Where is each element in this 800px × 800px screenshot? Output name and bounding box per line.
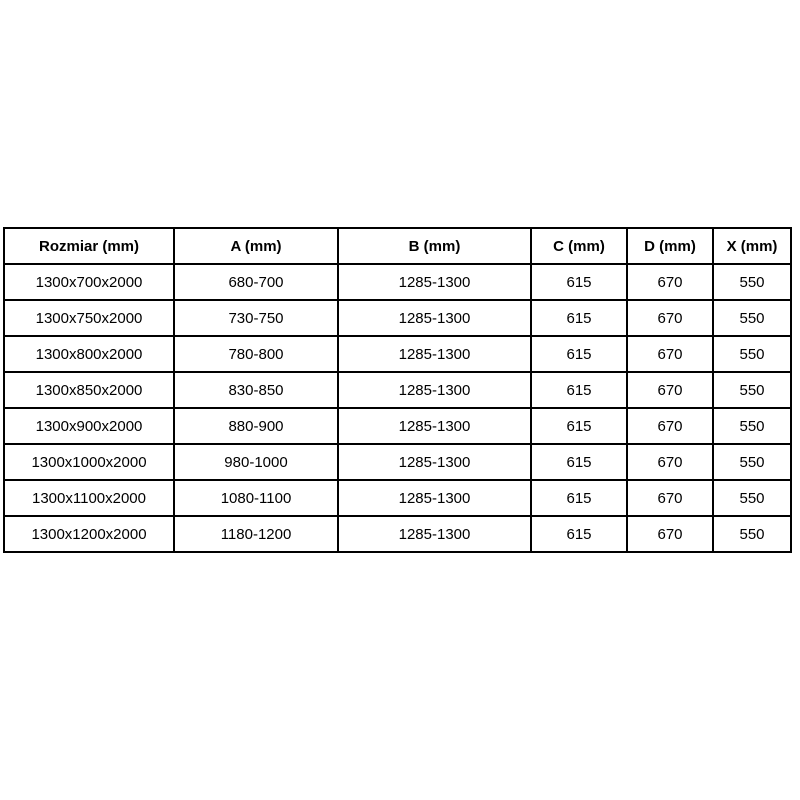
table-cell: 550: [713, 480, 791, 516]
column-header: B (mm): [338, 228, 531, 264]
table-cell: 670: [627, 336, 713, 372]
table-cell: 1285-1300: [338, 444, 531, 480]
table-cell: 780-800: [174, 336, 338, 372]
table-cell: 680-700: [174, 264, 338, 300]
column-header: X (mm): [713, 228, 791, 264]
table-cell: 670: [627, 408, 713, 444]
table-cell: 1080-1100: [174, 480, 338, 516]
table-row: [4, 408, 791, 444]
table-cell: 670: [627, 264, 713, 300]
size-spec-table-wrapper: [3, 227, 790, 553]
table-cell: 1300x850x2000: [4, 372, 174, 408]
table-cell: 1285-1300: [338, 372, 531, 408]
table-cell: 1285-1300: [338, 480, 531, 516]
header-row: [4, 228, 791, 264]
column-header: C (mm): [531, 228, 627, 264]
table-row: [4, 480, 791, 516]
table-cell: 1285-1300: [338, 408, 531, 444]
table-cell: 1300x900x2000: [4, 408, 174, 444]
table-cell: 1285-1300: [338, 300, 531, 336]
table-cell: 1285-1300: [338, 516, 531, 552]
table-cell: 615: [531, 300, 627, 336]
table-cell: 615: [531, 336, 627, 372]
table-cell: 550: [713, 264, 791, 300]
table-cell: 1285-1300: [338, 264, 531, 300]
table-cell: 670: [627, 444, 713, 480]
table-cell: 615: [531, 408, 627, 444]
table-cell: 1300x800x2000: [4, 336, 174, 372]
table-cell: 615: [531, 516, 627, 552]
column-header: D (mm): [627, 228, 713, 264]
table-body: [4, 264, 791, 552]
table-cell: 730-750: [174, 300, 338, 336]
table-cell: 830-850: [174, 372, 338, 408]
column-header: Rozmiar (mm): [4, 228, 174, 264]
column-header: A (mm): [174, 228, 338, 264]
table-row: [4, 264, 791, 300]
table-cell: 1300x1200x2000: [4, 516, 174, 552]
table-cell: 550: [713, 300, 791, 336]
table-cell: 550: [713, 444, 791, 480]
size-spec-table: [3, 227, 792, 553]
table-cell: 615: [531, 444, 627, 480]
table-cell: 1180-1200: [174, 516, 338, 552]
table-cell: 980-1000: [174, 444, 338, 480]
table-cell: 1300x1100x2000: [4, 480, 174, 516]
table-cell: 550: [713, 336, 791, 372]
table-cell: 670: [627, 300, 713, 336]
table-cell: 1300x750x2000: [4, 300, 174, 336]
table-row: [4, 372, 791, 408]
table-cell: 670: [627, 372, 713, 408]
table-cell: 550: [713, 372, 791, 408]
table-row: [4, 336, 791, 372]
table-row: [4, 300, 791, 336]
table-cell: 670: [627, 480, 713, 516]
table-cell: 880-900: [174, 408, 338, 444]
table-cell: 670: [627, 516, 713, 552]
table-cell: 1300x1000x2000: [4, 444, 174, 480]
table-row: [4, 444, 791, 480]
table-cell: 1300x700x2000: [4, 264, 174, 300]
table-cell: 615: [531, 264, 627, 300]
table-cell: 615: [531, 372, 627, 408]
table-cell: 615: [531, 480, 627, 516]
table-cell: 550: [713, 516, 791, 552]
table-row: [4, 516, 791, 552]
table-cell: 550: [713, 408, 791, 444]
table-cell: 1285-1300: [338, 336, 531, 372]
table-head: [4, 228, 791, 264]
